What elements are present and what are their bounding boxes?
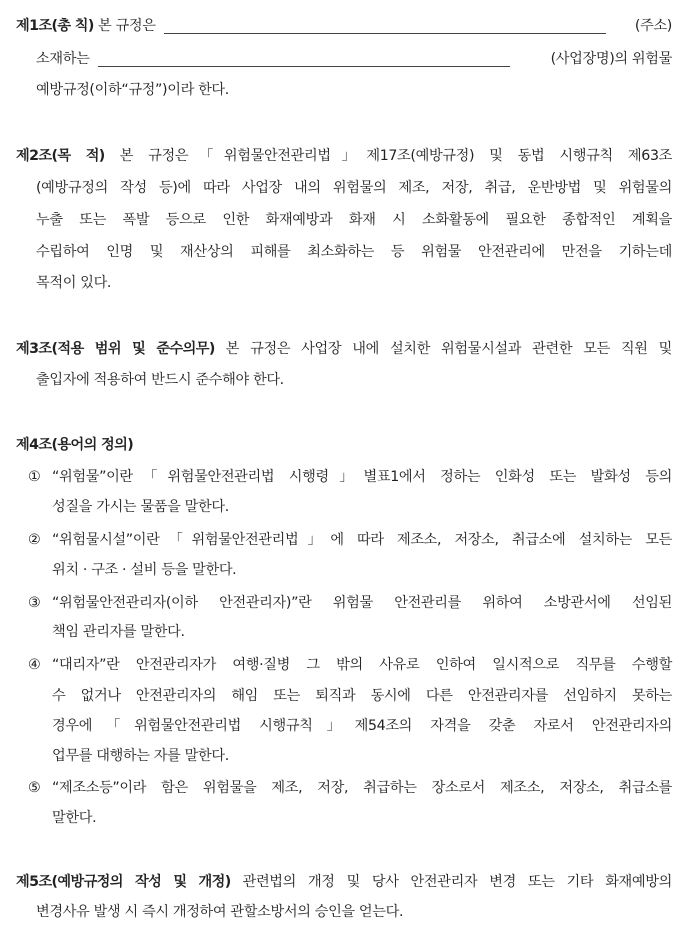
article3-line1-text: 본 규정은 사업장 내에 설치한 위험물시설과 관련한 모든 직원 및 [225, 341, 672, 357]
definition-item-4-line1 [28, 655, 672, 675]
definition-item-1-line1 [28, 467, 672, 487]
article1-address-label: (주소) [634, 18, 672, 34]
article2-line2: (예방규정의 작성 등)에 따라 사업장 내의 위험물의 제조, 저장, 취급, 운반방법 및 위험물의 [36, 180, 672, 196]
definition-1-text: “위험물”이란「위험물안전관리법 시행령」별표1에서 정하는 인화성 또는 발화성 등의 [52, 469, 672, 485]
definition-number-3: ③ [28, 595, 41, 611]
article4-heading: 제4조(용어의 정의) [16, 437, 134, 453]
article3-line1 [16, 339, 672, 359]
article2-line1 [16, 146, 672, 166]
definition-number-4: ④ [28, 657, 41, 673]
article5-line1-text: 관련법의 개정 및 당사 안전관리자 변경 또는 기타 화재예방의 [242, 874, 672, 890]
address-blank[interactable] [164, 17, 606, 34]
definition-item-5-line2: 말한다. [52, 810, 97, 826]
definition-number-2: ② [28, 532, 41, 548]
article5-line2: 변경사유 발생 시 즉시 개정하여 관할소방서의 승인을 얻는다. [36, 904, 404, 920]
article1-line3: 예방규정(이하“규정”)이라 한다. [36, 82, 229, 98]
definition-5-text: “제조소등”이라 함은 위험물을 제조, 저장, 취급하는 장소로서 제조소, 저장소, 취급소를 [52, 780, 672, 796]
article2-line1-text: 본 규정은「위험물안전관리법」제17조(예방규정) 및 동법 시행규칙 제63조 [119, 148, 672, 164]
definition-item-2-line2: 위치 · 구조 · 설비 등을 말한다. [52, 562, 237, 578]
definition-item-5-line1 [28, 778, 672, 798]
article1-text: 본 규정은 [97, 18, 156, 34]
definition-number-5: ⑤ [28, 780, 41, 796]
definition-item-4-line3: 경우에「위험물안전관리법 시행규칙」제54조의 자격을 갖춘 자로서 안전관리자의 [52, 718, 672, 734]
definition-2-text: “위험물시설”이란「위험물안전관리법」에 따라 제조소, 저장소, 취급소에 설치하는 모든 [52, 532, 672, 548]
definition-4-text: “대리자”란 안전관리자가 여행·질병 그 밖의 사유로 인하여 일시적으로 직무를 수행할 [52, 657, 672, 673]
article3-heading: 제3조(적용 범위 및 준수의무) [16, 341, 215, 357]
business-name-blank[interactable] [98, 50, 510, 67]
article2-heading: 제2조(목 적) [16, 148, 105, 164]
definition-item-3-line1 [28, 593, 672, 613]
definition-3-text: “위험물안전관리자(이하 안전관리자)”란 위험물 안전관리를 위하여 소방관서에 선임된 [52, 595, 672, 611]
article1-line2-end: (사업장명)의 위험물 [550, 51, 672, 67]
article5-heading: 제5조(예방규정의 작성 및 개정) [16, 874, 231, 890]
article1-line1 [16, 16, 672, 36]
article1-heading: 제1조(총 칙) [16, 18, 94, 34]
article2-line5: 목적이 있다. [36, 275, 112, 291]
article1-line2 [36, 49, 672, 69]
article2-line3: 누출 또는 폭발 등으로 인한 화재예방과 화재 시 소화활동에 필요한 종합적인 계획을 [36, 212, 672, 228]
article1-line2-start: 소재하는 [36, 51, 90, 67]
definition-item-1-line2: 성질을 가시는 물품을 말한다. [52, 499, 229, 515]
article5-line1 [16, 872, 672, 892]
definition-number-1: ① [28, 469, 41, 485]
article2-line4: 수립하여 인명 및 재산상의 피해를 최소화하는 등 위험물 안전관리에 만전을 기하는데 [36, 244, 672, 260]
definition-item-3-line2: 책임 관리자를 말한다. [52, 624, 185, 640]
article3-line2: 출입자에 적용하여 반드시 준수해야 한다. [36, 372, 284, 388]
definition-item-2-line1 [28, 530, 672, 550]
definition-item-4-line4: 업무를 대행하는 자를 말한다. [52, 748, 229, 764]
definition-item-4-line2: 수 없거나 안전관리자의 해임 또는 퇴직과 동시에 다른 안전관리자를 선임하지 못하는 [52, 688, 672, 704]
